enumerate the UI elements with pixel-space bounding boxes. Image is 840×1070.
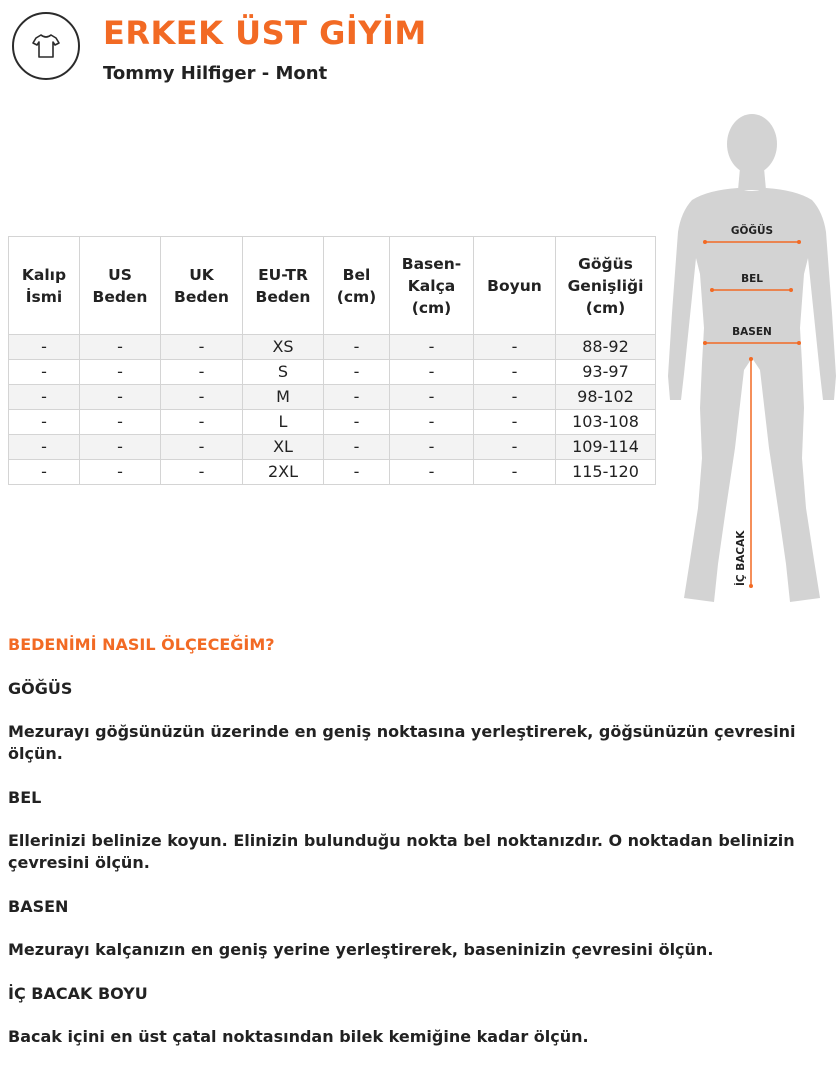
hip-label: BASEN — [732, 326, 772, 338]
column-header-line: Boyun — [487, 276, 542, 295]
column-header-line: Genişliği — [567, 276, 644, 295]
guide-text-inseam: Bacak içini en üst çatal noktasından bilek kemiğine kadar ölçün. — [8, 1027, 589, 1046]
table-row — [9, 385, 656, 410]
column-header — [161, 237, 243, 335]
column-header — [80, 237, 161, 335]
table-cell: - — [9, 385, 80, 410]
table-cell: 115-120 — [556, 460, 656, 485]
table-cell: - — [80, 335, 161, 360]
inseam-measure-line — [749, 357, 753, 588]
inseam-label: İÇ BACAK — [735, 530, 747, 586]
column-header — [9, 237, 80, 335]
table-row — [9, 410, 656, 435]
table-cell: 93-97 — [556, 360, 656, 385]
column-header-line: EU-TR — [258, 265, 308, 284]
table-cell: - — [9, 335, 80, 360]
column-header-line: Bel — [342, 265, 371, 284]
table-cell: - — [324, 410, 390, 435]
body-measurement-figure — [660, 108, 840, 608]
table-cell: XS — [243, 335, 324, 360]
table-cell: - — [80, 460, 161, 485]
column-header — [324, 237, 390, 335]
column-header-line: Beden — [92, 287, 148, 306]
guide-text-hip: Mezurayı kalçanızın en geniş yerine yerleştirerek, baseninizin çevresini ölçün. — [8, 940, 714, 959]
table-cell: 103-108 — [556, 410, 656, 435]
guide-text-chest: Mezurayı göğsünüzün üzerinde en geniş noktasına yerleştirerek, göğsünüzün çevresini ölçün. — [8, 722, 796, 763]
table-cell: - — [390, 435, 474, 460]
size-table — [8, 236, 656, 485]
table-cell: - — [9, 460, 80, 485]
table-row — [9, 335, 656, 360]
guide-heading-hip: BASEN — [8, 896, 69, 916]
table-row — [9, 360, 656, 385]
table-cell: 109-114 — [556, 435, 656, 460]
page-subtitle: Tommy Hilfiger - Mont — [103, 63, 328, 84]
table-cell: - — [474, 360, 556, 385]
tshirt-icon-glyph — [31, 31, 61, 61]
table-cell: 88-92 — [556, 335, 656, 360]
table-cell: - — [324, 335, 390, 360]
column-header-line: (cm) — [336, 287, 377, 306]
table-cell: - — [474, 335, 556, 360]
column-header — [556, 237, 656, 335]
page-title: ERKEK ÜST GİYİM — [103, 14, 427, 52]
table-cell: 2XL — [243, 460, 324, 485]
waist-label: BEL — [741, 273, 763, 285]
table-cell: - — [161, 435, 243, 460]
column-header-line: Basen- — [401, 254, 462, 273]
table-cell: XL — [243, 435, 324, 460]
guide-title: BEDENİMİ NASIL ÖLÇECEĞİM? — [8, 635, 275, 654]
table-cell: - — [474, 410, 556, 435]
table-cell: L — [243, 410, 324, 435]
table-cell: - — [324, 385, 390, 410]
column-header-line: US — [108, 265, 132, 284]
table-cell: - — [324, 460, 390, 485]
table-cell: - — [161, 335, 243, 360]
tshirt-icon — [12, 12, 80, 80]
table-header-row — [9, 237, 656, 335]
column-header-line: UK — [189, 265, 214, 284]
column-header-line: Beden — [174, 287, 229, 306]
column-header — [474, 237, 556, 335]
table-cell: - — [161, 410, 243, 435]
table-cell: - — [161, 360, 243, 385]
table-cell: - — [390, 360, 474, 385]
column-header-line: Beden — [255, 287, 311, 306]
table-cell: - — [390, 460, 474, 485]
table-cell: - — [80, 385, 161, 410]
table-row — [9, 460, 656, 485]
table-cell: - — [80, 435, 161, 460]
table-cell: - — [390, 410, 474, 435]
table-cell: - — [80, 360, 161, 385]
table-cell: - — [474, 460, 556, 485]
column-header-line: İsmi — [25, 287, 63, 306]
table-cell: - — [161, 460, 243, 485]
table-cell: - — [9, 360, 80, 385]
table-row — [9, 435, 656, 460]
guide-heading-chest: GÖĞÜS — [8, 678, 73, 698]
column-header-line: Kalıp — [21, 265, 67, 284]
column-header — [390, 237, 474, 335]
table-cell: - — [9, 435, 80, 460]
table-cell: - — [161, 385, 243, 410]
table-cell: - — [390, 385, 474, 410]
table-cell: M — [243, 385, 324, 410]
column-header — [243, 237, 324, 335]
column-header-line: (cm) — [585, 298, 626, 317]
column-header-line: Göğüs — [578, 254, 633, 273]
table-cell: S — [243, 360, 324, 385]
table-cell: - — [474, 435, 556, 460]
table-cell: - — [474, 385, 556, 410]
table-cell: - — [80, 410, 161, 435]
column-header-line: Kalça — [407, 276, 456, 295]
guide-text-waist: Ellerinizi belinize koyun. Elinizin bulunduğu nokta bel noktanızdır. O noktadan belinizin çevresini ölçün. — [8, 831, 795, 872]
column-header-line: (cm) — [411, 298, 452, 317]
table-cell: 98-102 — [556, 385, 656, 410]
table-cell: - — [324, 360, 390, 385]
table-body — [9, 335, 656, 485]
table-cell: - — [390, 335, 474, 360]
chest-label: GÖĞÜS — [730, 225, 774, 237]
table-cell: - — [324, 435, 390, 460]
measurement-guide — [8, 634, 808, 1070]
table-cell: - — [9, 410, 80, 435]
guide-heading-waist: BEL — [8, 787, 42, 807]
guide-heading-inseam: İÇ BACAK BOYU — [8, 983, 148, 1003]
